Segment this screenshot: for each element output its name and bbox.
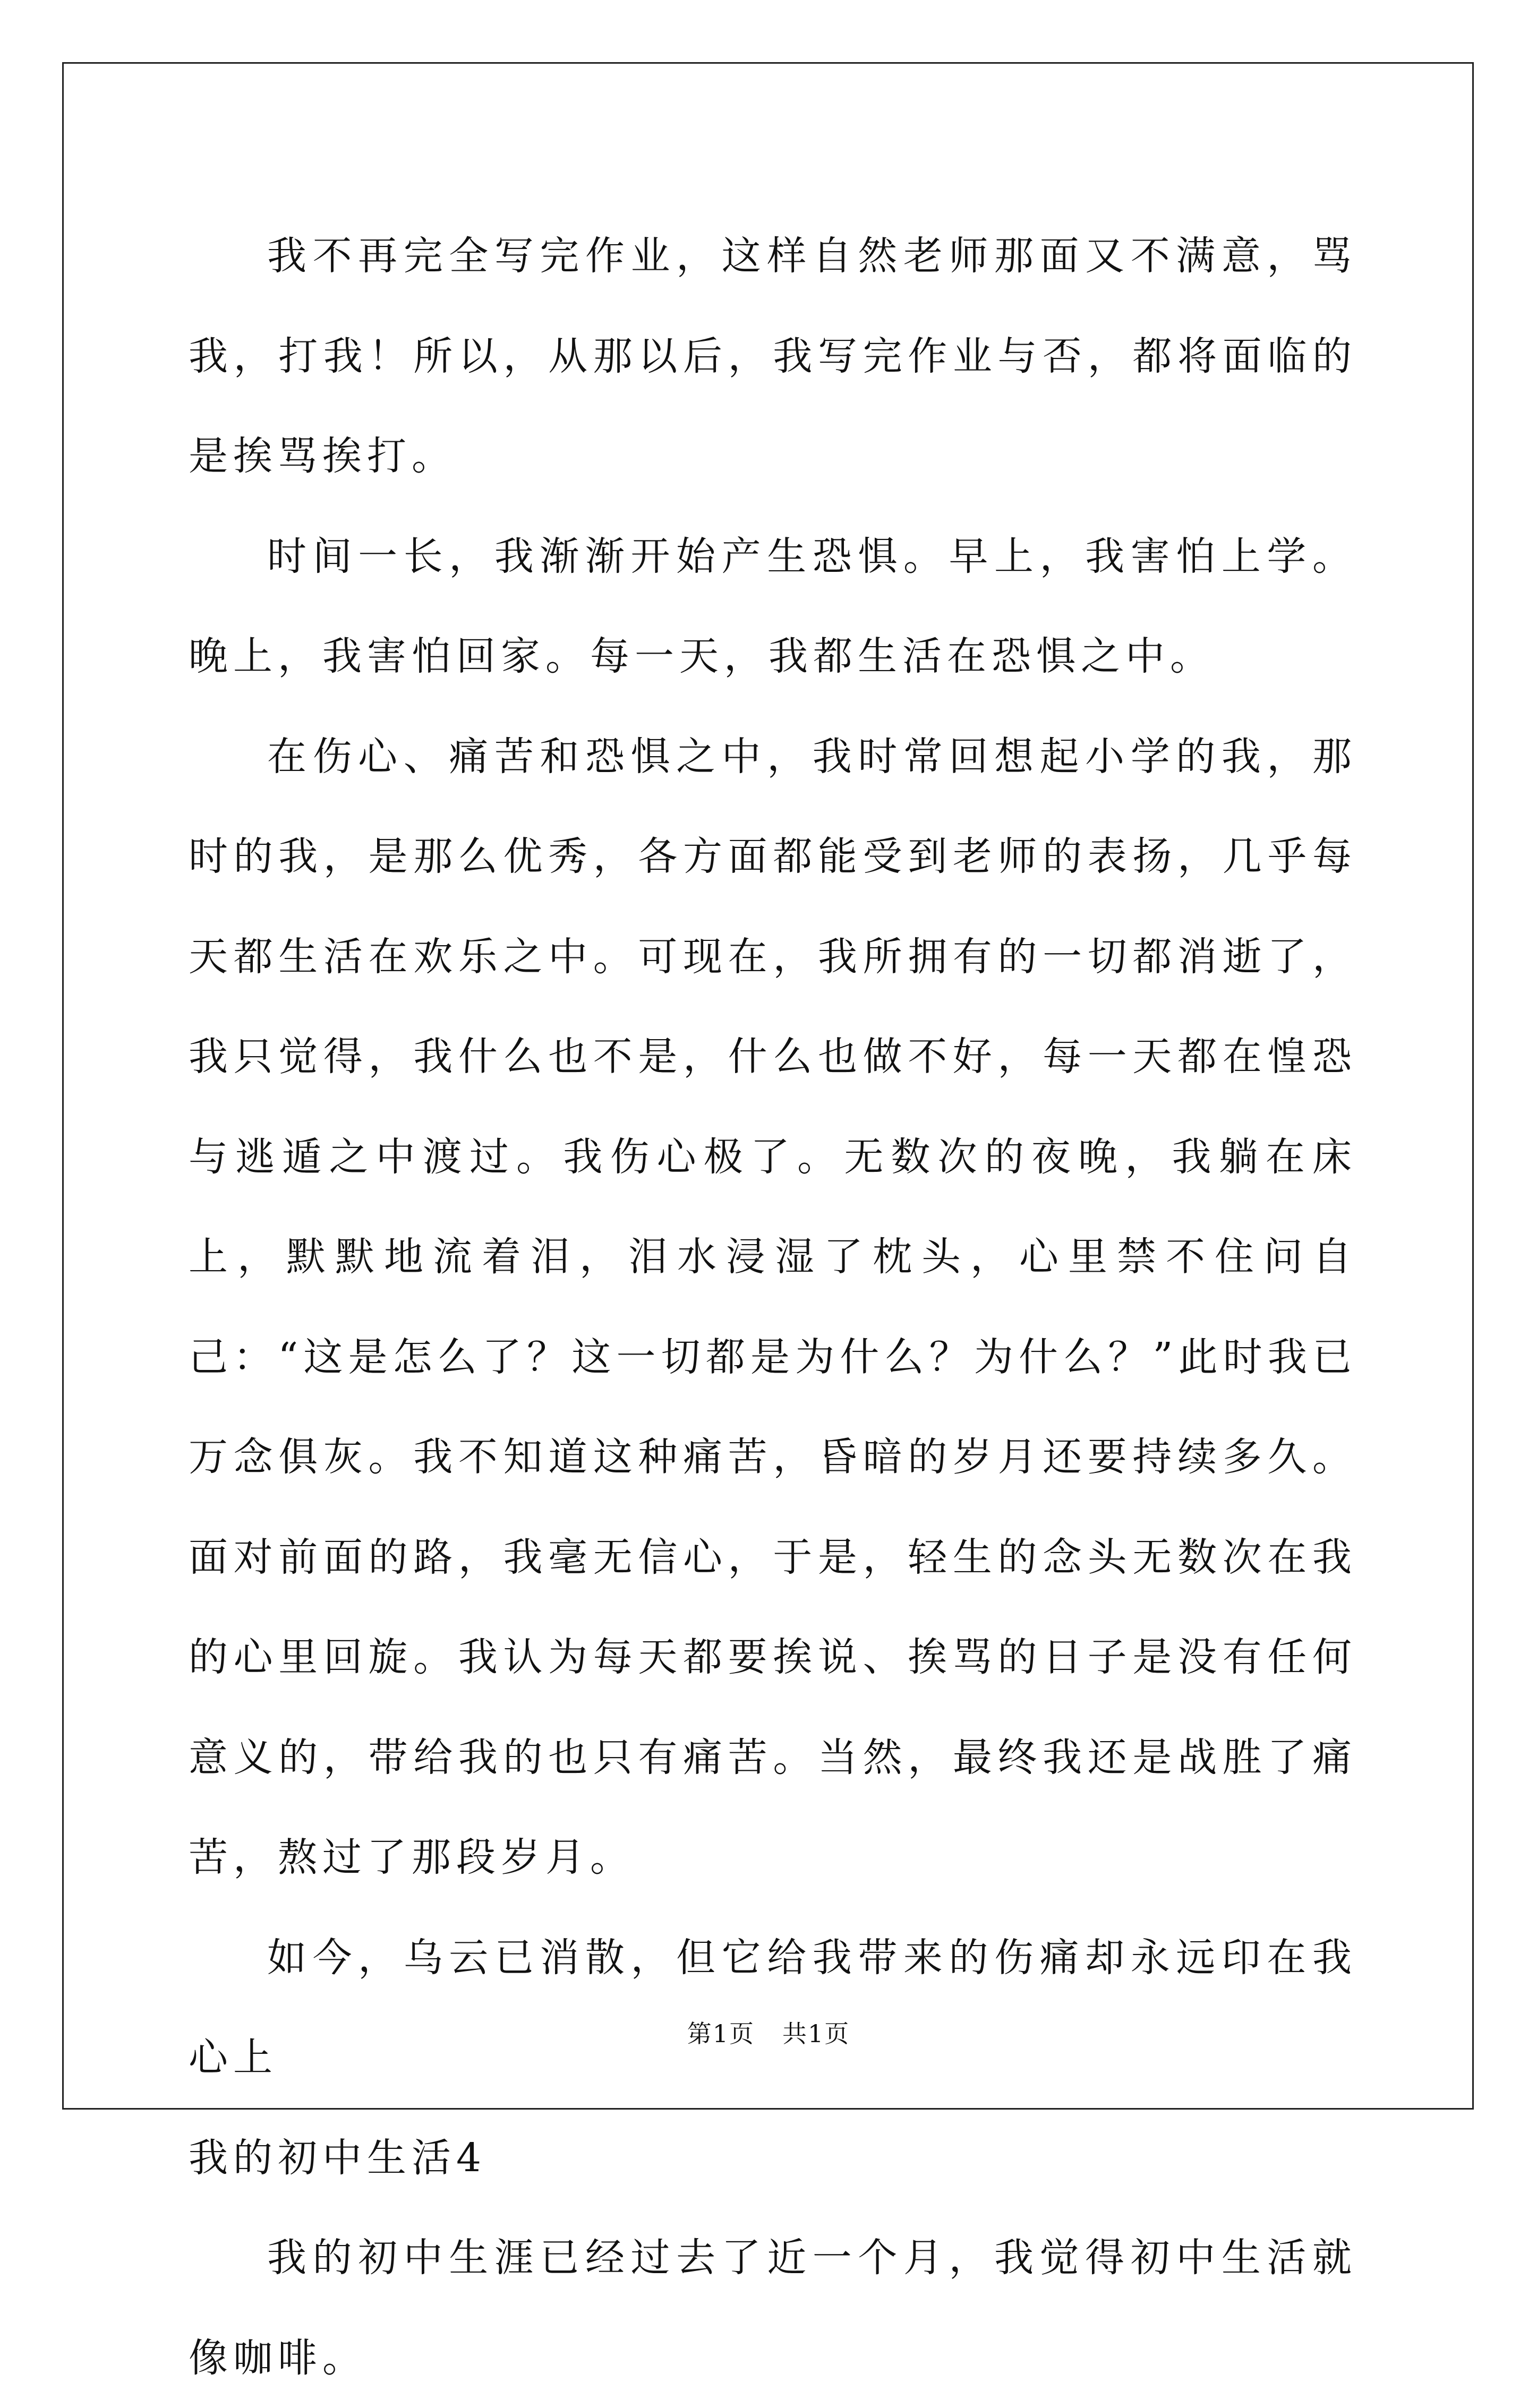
- paragraph: 时间一长，我渐渐开始产生恐惧。早上，我害怕上学。晚上，我害怕回家。每一天，我都生活在恐惧之中。: [189, 533, 1357, 679]
- document-body: [189, 206, 1357, 2408]
- page-footer: [0, 2018, 1537, 2050]
- section-heading: 我的初中生活4: [189, 2135, 487, 2181]
- paragraph: 在伤心、痛苦和恐惧之中，我时常回想起小学的我，那时的我，是那么优秀，各方面都能受到老师的表扬，几乎每天都生活在欢乐之中。可现在，我所拥有的一切都消逝了，我只觉得，我什么也不是，什么也做不好，每一天都在惶恐与逃遁之中渡过。我伤心极了。无数次的夜晚，我躺在床上，默默地流着泪，泪水浸湿了枕头，心里禁不住问自己：“这是怎么了？这一切都是为什么？为什么？”此时我已万念俱灰。我不知道这种痛苦，昏暗的岁月还要持续多久。面对前面的路，我毫无信心，于是，轻生的念头无数次在我的心里回旋。我认为每天都要挨说、挨骂的日子是没有任何意义的，带给我的也只有痛苦。当然，最终我还是战胜了痛苦，熬过了那段岁月。: [189, 733, 1357, 1880]
- page-number-current: 第1页: [687, 2019, 755, 2048]
- paragraph: 如今，乌云已消散，但它给我带来的伤痛却永远印在我心上: [189, 1934, 1357, 2080]
- page-number-total: 共1页: [782, 2019, 850, 2048]
- paragraph: 我不再完全写完作业，这样自然老师那面又不满意，骂我，打我！所以，从那以后，我写完作业与否，都将面临的是挨骂挨打。: [189, 233, 1357, 479]
- paragraph: 我的初中生涯已经过去了近一个月，我觉得初中生活就像咖啡。: [189, 2235, 1357, 2381]
